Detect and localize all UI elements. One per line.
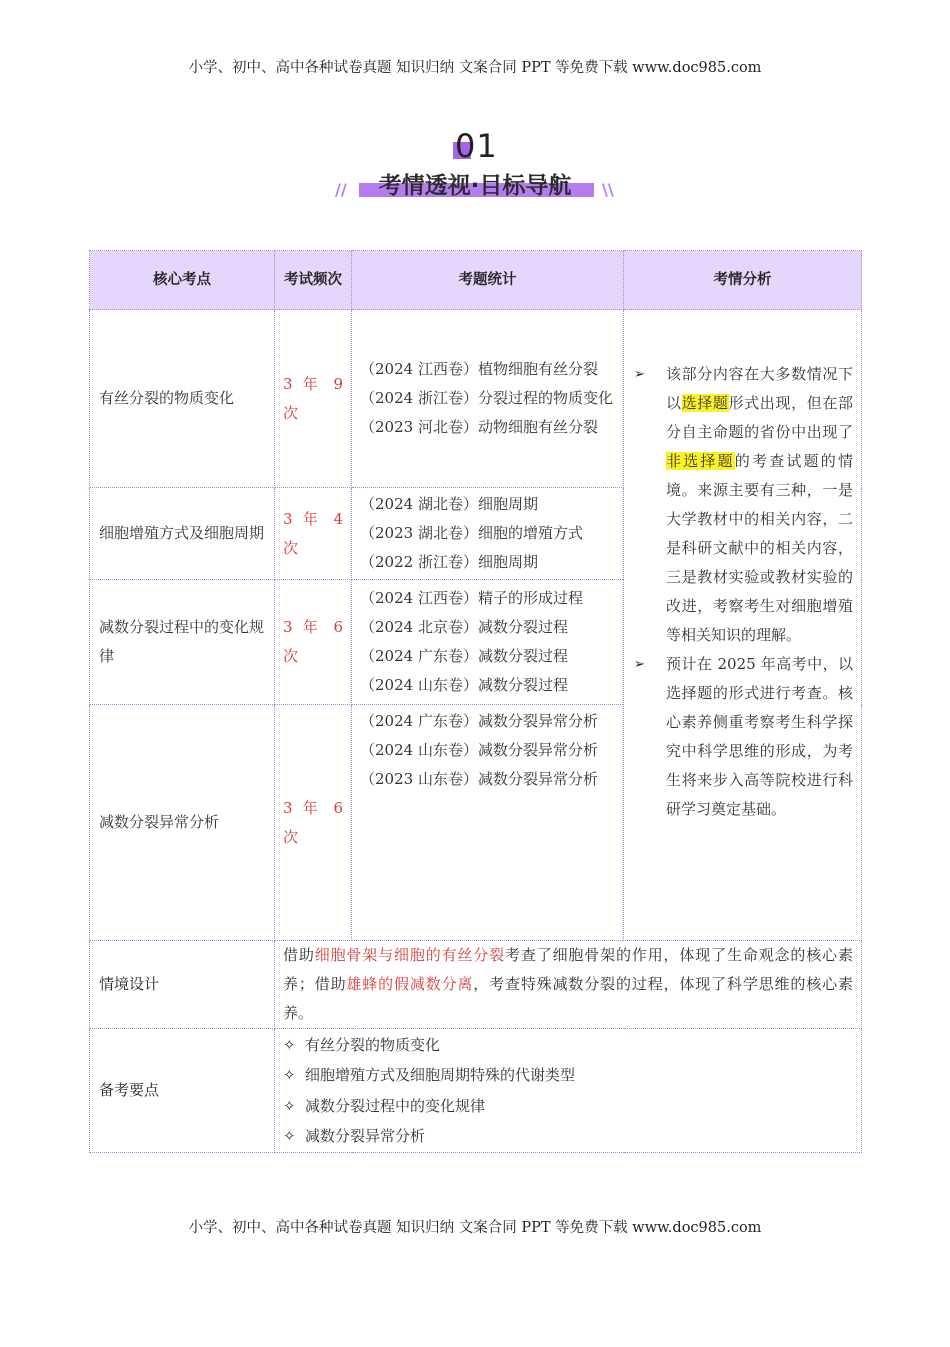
list-item: ✧ 细胞增殖方式及细胞周期特殊的代谢类型: [283, 1060, 853, 1091]
scenario-row: [90, 941, 862, 1029]
stat-item: （2024 广东卷）减数分裂过程: [360, 647, 568, 665]
stat-item: （2023 湖北卷）细胞的增殖方式: [360, 524, 583, 542]
statistics-cell: [352, 580, 624, 705]
right-slash-icon: \\: [602, 180, 614, 199]
table-row: [90, 310, 862, 488]
statistics-cell: [352, 310, 624, 488]
statistics-cell: [352, 488, 624, 580]
frequency-cell: 3 年 6 次: [275, 580, 352, 705]
analysis-point: ➢ 该部分内容在大多数情况下以选择题形式出现，但在部分自主命题的省份中出现了非选择题的考查试题的情境。来源主要有三种，一是大学教材中的相关内容，二是科研文献中的相关内容，三是教材实验或教材实验的改进，考察考生对细胞增殖等相关知识的理解。: [632, 360, 853, 650]
section-number: 01: [455, 127, 498, 165]
scenario-highlight: 细胞骨架与细胞的有丝分裂: [314, 946, 505, 964]
section-title: 考情透视·目标导航: [378, 173, 572, 199]
header-watermark: 小学、初中、高中各种试卷真题 知识归纳 文案合同 PPT 等免费下载 www.doc985.com: [188, 60, 762, 76]
stat-item: （2024 江西卷）精子的形成过程: [360, 589, 583, 607]
scenario-content: 借助细胞骨架与细胞的有丝分裂考查了细胞骨架的作用，体现了生命观念的核心素养；借助雄蜂的假减数分离，考查特殊减数分裂的过程，体现了科学思维的核心素养。: [275, 941, 862, 1029]
highlight-nonchoice: 非选择题: [666, 452, 735, 470]
diamond-icon: ✧: [283, 1035, 296, 1054]
diamond-icon: ✧: [283, 1096, 296, 1115]
list-item: ✧ 减数分裂异常分析: [283, 1121, 853, 1152]
header-analysis: 考情分析: [624, 251, 862, 310]
frequency-cell: 3 年 4 次: [275, 488, 352, 580]
list-item: ✧ 有丝分裂的物质变化: [283, 1030, 853, 1061]
frequency-cell: 3 年 9 次: [275, 310, 352, 488]
stat-item: （2023 河北卷）动物细胞有丝分裂: [360, 418, 598, 436]
stat-item: （2024 江西卷）植物细胞有丝分裂: [360, 360, 598, 378]
statistics-cell: [352, 705, 624, 941]
frequency-cell: 3 年 6 次: [275, 705, 352, 941]
analysis-point: ➢ 预计在 2025 年高考中，以选择题的形式进行考查。核心素养侧重考察考生科学探究中科学思维的形成，为考生将来步入高等院校进行科研学习奠定基础。: [632, 650, 853, 824]
keypoints-row: [90, 1029, 862, 1153]
keypoints-label: 备考要点: [90, 1029, 275, 1153]
stat-item: （2022 浙江卷）细胞周期: [360, 553, 538, 571]
stat-item: （2024 山东卷）减数分裂异常分析: [360, 741, 598, 759]
topic-cell: 有丝分裂的物质变化: [90, 310, 275, 488]
stat-item: （2023 山东卷）减数分裂异常分析: [360, 770, 598, 788]
header-frequency: 考试频次: [275, 251, 352, 310]
diamond-icon: ✧: [283, 1127, 296, 1145]
analysis-cell: [624, 310, 862, 941]
footer-watermark: 小学、初中、高中各种试卷真题 知识归纳 文案合同 PPT 等免费下载 www.doc985.com: [188, 1220, 762, 1236]
header-statistics: 考题统计: [352, 251, 624, 310]
exam-analysis-table: [89, 250, 862, 1153]
stat-item: （2024 广东卷）减数分裂异常分析: [360, 712, 598, 730]
topic-cell: 减数分裂过程中的变化规律: [90, 580, 275, 705]
topic-cell: 减数分裂异常分析: [90, 705, 275, 941]
table-header-row: [90, 251, 862, 310]
header-core-topic: 核心考点: [90, 251, 275, 310]
keypoints-content: [275, 1029, 862, 1153]
stat-item: （2024 湖北卷）细胞周期: [360, 495, 538, 513]
arrow-bullet-icon: ➢: [634, 367, 645, 382]
diamond-icon: ✧: [283, 1066, 296, 1084]
scenario-highlight: 雄蜂的假减数分离: [346, 975, 474, 993]
stat-item: （2024 浙江卷）分裂过程的物质变化: [360, 389, 613, 407]
left-slash-icon: //: [335, 180, 347, 199]
scenario-label: 情境设计: [90, 941, 275, 1029]
stat-item: （2024 北京卷）减数分裂过程: [360, 618, 568, 636]
arrow-bullet-icon: ➢: [634, 657, 645, 672]
topic-cell: 细胞增殖方式及细胞周期: [90, 488, 275, 580]
list-item: ✧ 减数分裂过程中的变化规律: [283, 1091, 853, 1122]
highlight-choice: 选择题: [681, 394, 729, 412]
section-banner: [325, 125, 625, 220]
stat-item: （2024 山东卷）减数分裂过程: [360, 676, 568, 694]
